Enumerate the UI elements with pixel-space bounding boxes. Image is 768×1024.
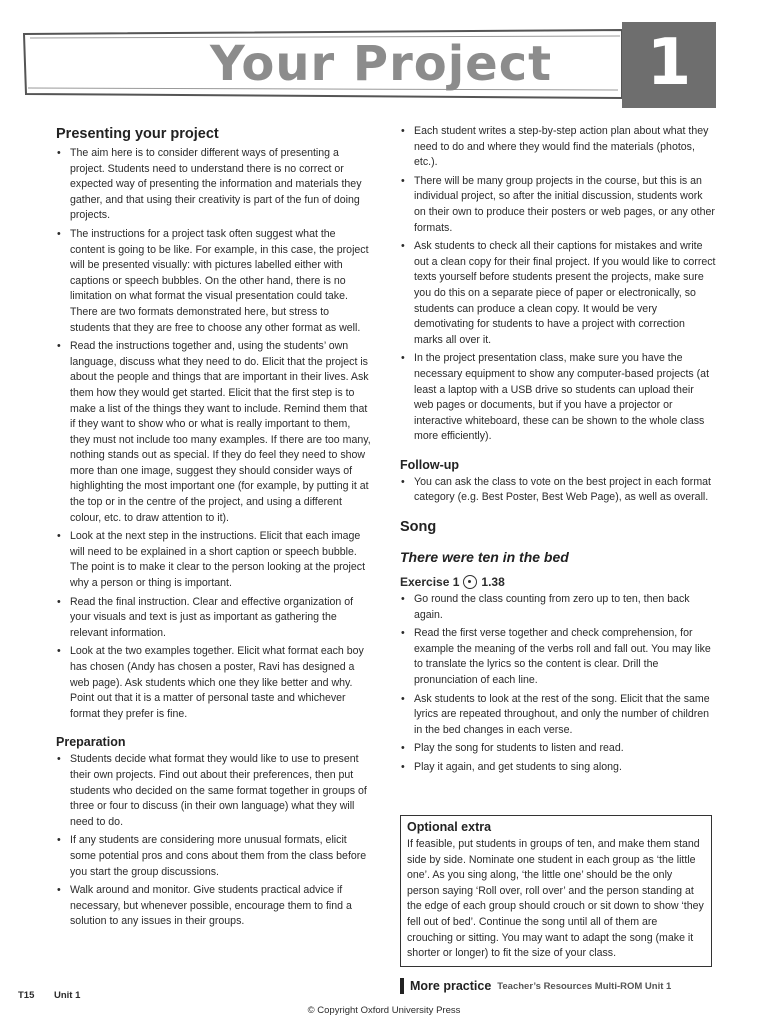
audio-track: 1.38 bbox=[481, 575, 505, 590]
list-item: • If any students are considering more unusual formats, elicit some potential pros and cons about them from the class before you start the group discussions. bbox=[56, 833, 372, 880]
song-title: There were ten in the bed bbox=[400, 549, 569, 566]
list-item: • You can ask the class to vote on the best project in each format category (e.g. Best Poster, Best Web Page), as well as overall. bbox=[400, 475, 716, 506]
list-item: • Read the first verse together and check comprehension, for example the meaning of the verbs roll and fall out. You may like to translate the lyrics so the content is clear. Drill the pronunciation of each line. bbox=[400, 626, 716, 688]
optional-extra-text: If feasible, put students in groups of ten, and make them stand side by side. Nominate one student in each group as ‘the little one’. As you sing along, ‘the little one’ should be the only person saying ‘Roll over, roll over’ and the person standing at the edge of each group should crouch or sit down to show ‘they fell out of bed’. Continue the song until all of them are crouching or sitting. You may want to adapt the song (make it shorter or longer) to fit the size of your class. bbox=[407, 838, 704, 960]
copyright: © Copyright Oxford University Press bbox=[307, 1005, 461, 1016]
list-item: • Ask students to check all their captions for mistakes and write out a clean copy for their final project. If you would like to correct texts yourself before students present the projects, make sure you do this on a separate piece of paper or electronically, so students can produce a clean copy. It would be very demotivating for students to have a project with correction marks all over it. bbox=[400, 239, 716, 348]
page-number: T15 bbox=[18, 990, 35, 1001]
list-item: • Play the song for students to listen and read. bbox=[400, 741, 716, 757]
optional-extra-box bbox=[400, 815, 712, 967]
more-practice-resource: Teacher’s Resources Multi-ROM Unit 1 bbox=[497, 980, 672, 992]
list-item: • Walk around and monitor. Give students practical advice if necessary, but whenever possible, encourage them to find a solution to any issues in their groups. bbox=[56, 883, 372, 930]
list-item: • Look at the two examples together. Elicit what format each boy has chosen (Andy has chosen a poster, Ravi has designed a web page). Ask students which one they like better and why. Point out that it is a matter of personal taste and whichever format they prefer is fine. bbox=[56, 644, 372, 722]
list-item: • Play it again, and get students to sing along. bbox=[400, 760, 716, 776]
page-title: Your Project bbox=[210, 36, 553, 92]
list-item: • Go round the class counting from zero up to ten, then back again. bbox=[400, 592, 716, 623]
list-item: • There will be many group projects in the course, but this is an individual project, so after the initial discussion, students work on their own to produce their posters or web pages, or any other formats. bbox=[400, 174, 716, 236]
exercise-label bbox=[400, 575, 716, 589]
unit-number: 1 bbox=[646, 26, 692, 100]
more-practice-label: More practice bbox=[410, 979, 492, 993]
song-list bbox=[400, 592, 716, 776]
list-item: • Students decide what format they would like to use to present their own projects. Find out about their preferences, then put students who decided on the same format together in groups of three or four to discuss (in their own language) what they will need to do. bbox=[56, 752, 372, 830]
optional-extra-heading: Optional extra bbox=[407, 820, 492, 834]
audio-cd-icon bbox=[463, 575, 477, 589]
followup-list bbox=[400, 475, 716, 506]
presenting-list bbox=[56, 146, 372, 722]
footer-unit: Unit 1 bbox=[54, 990, 81, 1001]
list-item: • Look at the next step in the instructions. Elicit that each image will need to be explained in a short caption or speech bubble. The point is to make it clear to the person looking at the project why a person or thing is important. bbox=[56, 529, 372, 591]
list-item: • Read the instructions together and, using the students’ own language, discuss what they need to do. Elicit that the project is about the people and things that are important in their lives. Ask them how they would get started. Elicit that the first step is to make a list of the things they want to include. Remind them that if they want to show who or what is really important to them, they must not include too many examples. If there are too many, nothing stands out as special. If they do feel they need to show more than one image, suggest they should consider ways of highlighting the most important one (for example, by putting it at the top or in the centre of the project, and using a different colour, etc. to draw attention to it). bbox=[56, 339, 372, 526]
more-practice bbox=[400, 978, 671, 994]
continued-list bbox=[400, 124, 716, 445]
list-item: • In the project presentation class, make sure you have the necessary equipment to show any computer-based projects (at least a laptop with a USB drive so students can upload their web pages or documents, but if you have a projector or interactive whiteboard, these can be shown to the whole class more efficiently). bbox=[400, 351, 716, 445]
list-item: • Each student writes a step-by-step action plan about what they need to do and where they would find the materials (photos, etc.). bbox=[400, 124, 716, 171]
left-column bbox=[56, 126, 372, 933]
more-practice-bar bbox=[400, 978, 404, 994]
preparation-list bbox=[56, 752, 372, 930]
section-heading-preparation: Preparation bbox=[56, 735, 126, 750]
list-item: • Read the final instruction. Clear and effective organization of your visuals and text is just as important as gathering the relevant information. bbox=[56, 595, 372, 642]
section-heading-followup: Follow-up bbox=[400, 457, 460, 472]
list-item: • The instructions for a project task often suggest what the content is going to be like. For example, in this case, the project will be presented visually: with pictures labelled either with captions or speech bubbles. On the other hand, there is no limitation on what format the visual presentation could take. There are two formats demonstrated here, but stress to students that they are free to choose any other format as well. bbox=[56, 227, 372, 336]
right-column bbox=[400, 124, 716, 779]
section-heading-presenting: Presenting your project bbox=[56, 126, 219, 142]
exercise-number: Exercise 1 bbox=[400, 575, 460, 590]
list-item: • The aim here is to consider different ways of presenting a project. Students need to understand there is no correct or expected way of presenting the information and materials they gather, and that using their creativity is part of the fun of doing projects. bbox=[56, 146, 372, 224]
section-heading-song: Song bbox=[400, 519, 437, 536]
list-item: • Ask students to look at the rest of the song. Elicit that the same lyrics are repeated throughout, and only the number of children in the bed changes in each verse. bbox=[400, 692, 716, 739]
